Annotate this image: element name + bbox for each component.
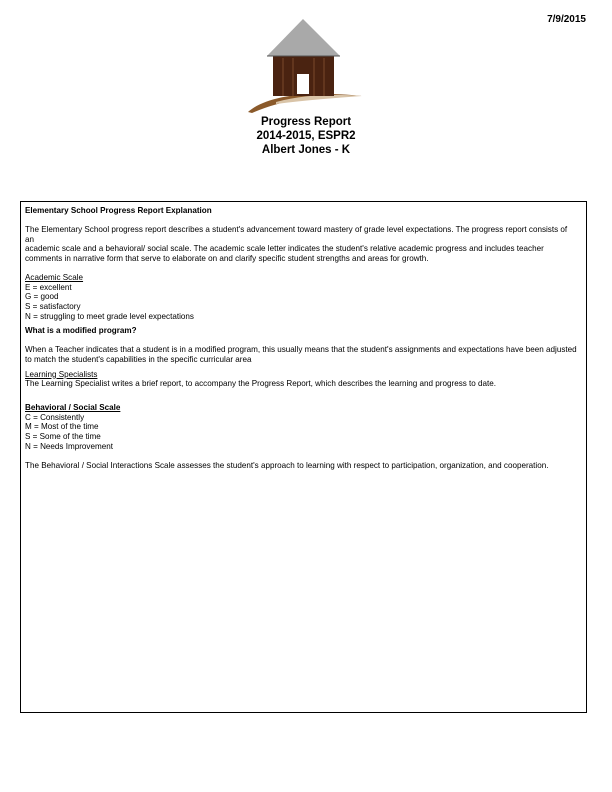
behavioral-scale-item: C = Consistently — [25, 412, 85, 422]
behavioral-text: The Behavioral / Social Interactions Scale assesses the student's approach to learning with respect to participation, organization, and cooperation. — [25, 460, 549, 470]
modified-line-1: When a Teacher indicates that a student is in a modified program, this usually means that the student's assignments and expectations have been adjusted — [25, 345, 577, 355]
academic-scale-item: G = good — [25, 292, 59, 302]
academic-scale-item: E = excellent — [25, 282, 72, 292]
learning-specialists-text: The Learning Specialist writes a brief report, to accompany the Progress Report, which describes the learning and progress to date. — [25, 379, 497, 389]
academic-scale-title: Academic Scale — [25, 273, 84, 283]
intro-line-2: academic scale and a behavioral/ social scale. The academic scale letter indicates the student's relative academic progress and includes teacher — [25, 244, 544, 254]
house-roof — [267, 19, 340, 56]
report-term: 2014-2015, ESPR2 — [256, 130, 356, 142]
report-header — [0, 115, 612, 157]
intro-line-1: The Elementary School progress report describes a student's advancement toward mastery of grade level expectations. The progress report consists of an — [25, 225, 568, 244]
house-door — [297, 74, 309, 94]
behavioral-scale-item: N = Needs Improvement — [25, 441, 113, 451]
academic-scale-item: S = satisfactory — [25, 301, 81, 311]
student-name: Albert Jones - K — [261, 144, 351, 156]
explanation-heading: Elementary School Progress Report Explanation — [25, 206, 212, 215]
academic-scale-item: N = struggling to meet grade level expectations — [25, 311, 194, 321]
modified-line-2: to match the student's capabilities in the specific curricular area — [25, 354, 252, 364]
explanation-box — [20, 201, 587, 713]
schoolhouse-icon — [246, 18, 364, 114]
behavioral-scale-item: M = Most of the time — [25, 422, 99, 432]
intro-line-3: comments in narrative form that serve to elaborate on and clarify specific student strengths and areas for growth. — [25, 253, 429, 263]
report-title: Progress Report — [260, 116, 352, 128]
report-date: 7/9/2015 — [547, 14, 586, 25]
behavioral-scale-item: S = Some of the time — [25, 432, 101, 442]
learning-specialists-title: Learning Specialists — [25, 369, 98, 379]
modified-heading: What is a modified program? — [25, 326, 137, 336]
behavioral-scale-title: Behavioral / Social Scale — [25, 403, 121, 413]
